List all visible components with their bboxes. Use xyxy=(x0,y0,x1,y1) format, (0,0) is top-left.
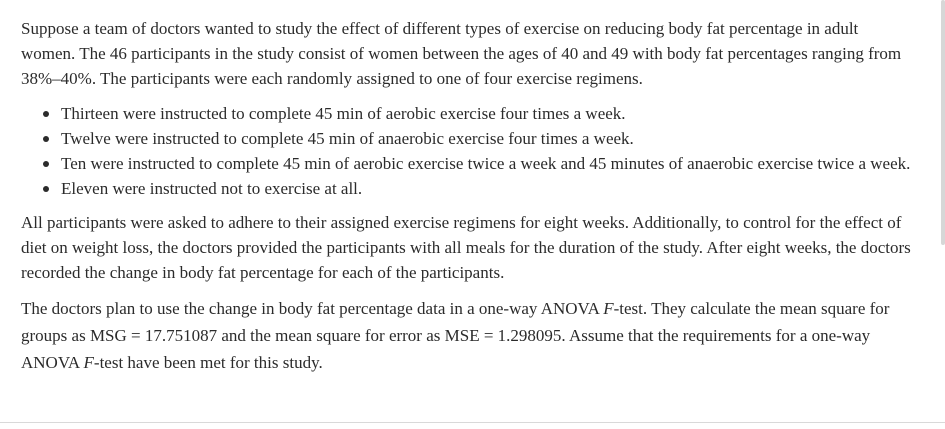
regimen-list xyxy=(21,101,916,201)
list-item: Twelve were instructed to complete 45 min of anaerobic exercise four times a week. xyxy=(61,126,916,151)
intro-paragraph: Suppose a team of doctors wanted to study the effect of different types of exercise on reducing body fat percentage in adult women. The 46 participants in the study consist of women between the ages of 40 and 49 with body fat percentages ranging from 38%–40%. The participants were each randomly assigned to one of four exercise regimens. xyxy=(21,19,902,88)
problem-text xyxy=(21,16,916,376)
list-item: Thirteen were instructed to complete 45 min of aerobic exercise four times a week. xyxy=(61,101,916,126)
divider xyxy=(0,422,945,423)
f-statistic-symbol: F xyxy=(83,353,94,372)
procedure-paragraph: All participants were asked to adhere to their assigned exercise regimens for eight weeks. Additionally, to control for the effect of diet on weight loss, the doctors provided the participants with all meals for the duration of the study. After eight weeks, the doctors recorded the change in body fat percentage for each of the participants. xyxy=(21,213,911,282)
list-item: Eleven were instructed not to exercise at all. xyxy=(61,176,916,201)
anova-text-part1: The doctors plan to use the change in body fat percentage data in a one-way ANOVA xyxy=(21,299,604,318)
anova-text-part2: -test. They calculate the mean square for groups as MSG = 17.751087 and the mean square for error as MSE = 1.298095. Assume that the requirements for a one-way ANOVA xyxy=(21,299,890,372)
scrollbar[interactable] xyxy=(941,0,945,245)
anova-text-part3: -test have been met for this study. xyxy=(93,353,323,372)
anova-paragraph xyxy=(21,295,916,376)
list-item: Ten were instructed to complete 45 min of aerobic exercise twice a week and 45 minutes of anaerobic exercise twice a week. xyxy=(61,151,916,176)
f-statistic-symbol: F xyxy=(603,299,614,318)
